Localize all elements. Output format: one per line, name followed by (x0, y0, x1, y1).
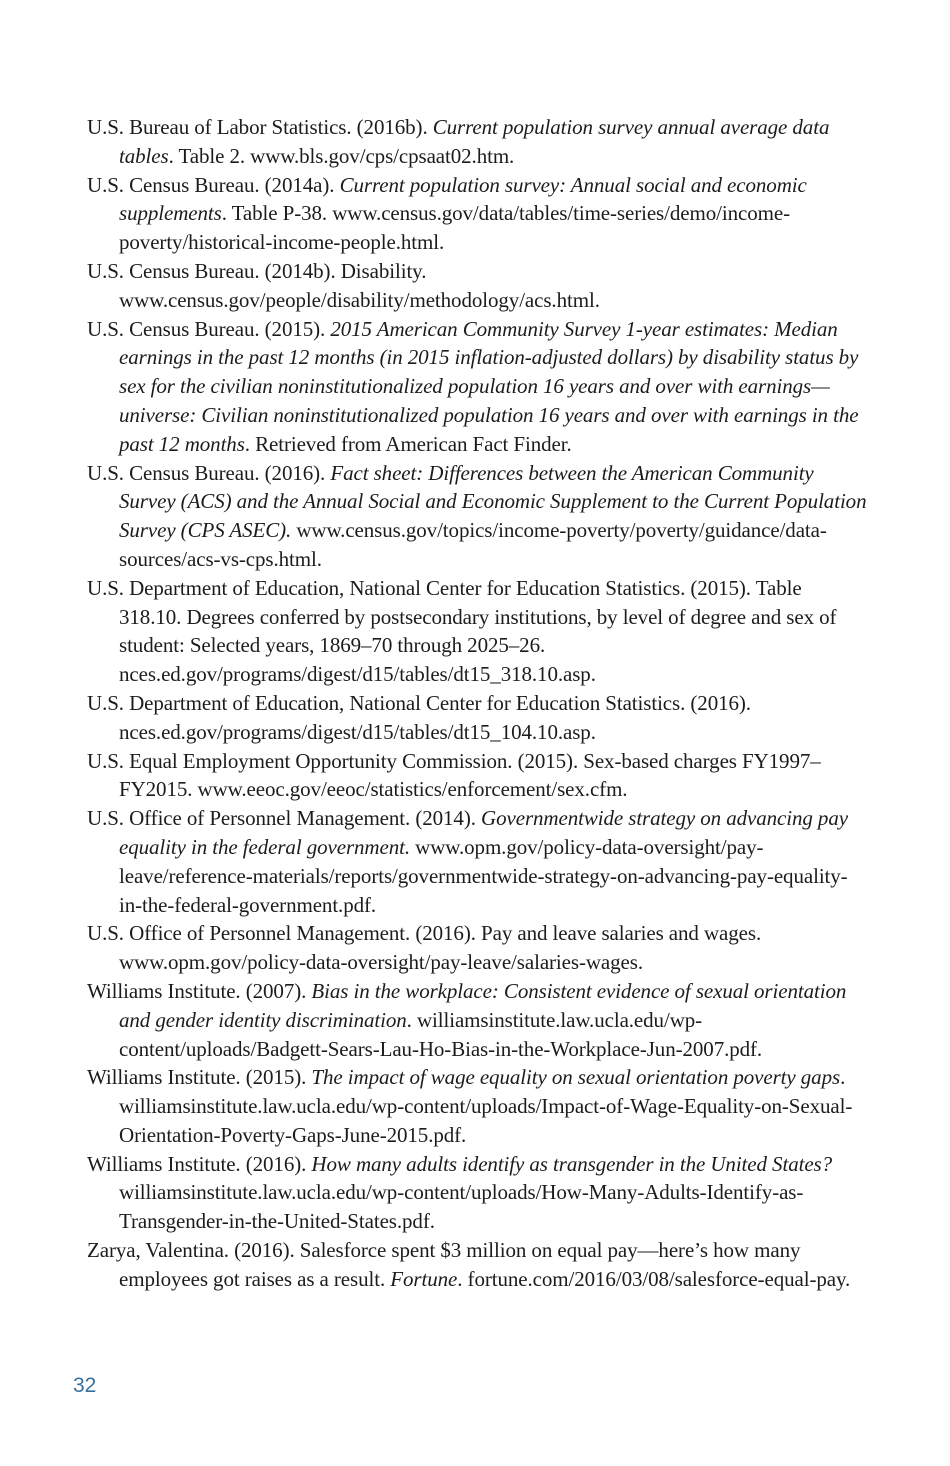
reference-entry (87, 977, 867, 1063)
reference-lead: Williams Institute. (2016). (87, 1151, 312, 1176)
reference-entry (87, 804, 867, 919)
reference-lead: Zarya, Valentina. (2016). Salesforce spent $3 million on equal pay—here’s how many employees got raises as a result. (87, 1238, 801, 1291)
reference-title: The impact of wage equality on sexual orientation poverty gaps (311, 1065, 841, 1090)
reference-title: Fact sheet: Differences between the American Community Survey (ACS) and the Annual Social and Economic Supplement to the Current Population Survey (CPS ASEC). (119, 460, 867, 543)
reference-title: Current population survey annual average data tables (119, 115, 830, 168)
reference-tail: www.opm.gov/policy-data-oversight/pay-leave/reference-materials/reports/governmentwide-strategy-on-advancing-pay-equality-in-the-federal-government.pdf. (119, 834, 848, 917)
reference-entry (87, 1063, 867, 1149)
reference-tail: www.census.gov/topics/income-poverty/poverty/guidance/data-sources/acs-vs-cps.html. (119, 518, 827, 571)
reference-title: How many adults identify as transgender in the United States? (311, 1151, 833, 1176)
reference-title: 2015 American Community Survey 1-year estimates: Median earnings in the past 12 months (in 2015 inflation-adjusted dollars) by disability status by sex for the civilian noninstitutionalized population 16 years and over with earnings—universe: Civilian noninstitutionalized population 16 years and over with earnings in the past 12 months (119, 316, 859, 456)
reference-lead: U.S. Department of Education, National Center for Education Statistics. (2016). nces.ed.gov/programs/digest/d15/tables/dt15_104.10.asp. (87, 690, 751, 744)
reference-entry (87, 1150, 867, 1236)
reference-tail: williamsinstitute.law.ucla.edu/wp-content/uploads/How-Many-Adults-Identify-as-Transgender-in-the-United-States.pdf. (119, 1180, 804, 1234)
reference-lead: Williams Institute. (2015). (87, 1065, 312, 1090)
reference-list (87, 113, 867, 1294)
reference-tail: . fortune.com/2016/03/08/salesforce-equal-pay. (457, 1266, 851, 1291)
reference-entry (87, 919, 867, 977)
reference-entry (87, 689, 867, 747)
reference-entry (87, 315, 867, 459)
reference-lead: U.S. Office of Personnel Management. (2016). Pay and leave salaries and wages. www.opm.gov/policy-data-oversight/pay-leave/salaries-wages. (87, 921, 762, 975)
reference-tail: . williamsinstitute.law.ucla.edu/wp-content/uploads/Impact-of-Wage-Equality-on-Sexual-Orientation-Poverty-Gaps-June-2015.pdf. (119, 1065, 853, 1147)
reference-entry (87, 459, 867, 574)
reference-tail: . williamsinstitute.law.ucla.edu/wp-content/uploads/Badgett-Sears-Lau-Ho-Bias-in-the-Workplace-Jun-2007.pdf. (119, 1007, 763, 1061)
reference-lead: U.S. Census Bureau. (2014a). (87, 172, 340, 197)
reference-title: Bias in the workplace: Consistent evidence of sexual orientation and gender identity discrimination (119, 978, 847, 1032)
reference-lead: Williams Institute. (2007). (87, 978, 312, 1003)
reference-lead: U.S. Census Bureau. (2016). (87, 460, 331, 485)
reference-entry (87, 747, 867, 805)
reference-lead: U.S. Bureau of Labor Statistics. (2016b). (87, 115, 433, 139)
reference-lead: U.S. Department of Education, National Center for Education Statistics. (2015). Table 318.10. Degrees conferred by postsecondary institutions, by level of degree and sex of student: Selected years, 1869–70 through 2025–26. nces.ed.gov/programs/digest/d15/tables/dt15_318.10.asp. (87, 575, 837, 687)
reference-lead: U.S. Census Bureau. (2014b). Disability. www.census.gov/people/disability/methodology/acs.html. (87, 258, 600, 312)
reference-tail: . Table 2. www.bls.gov/cps/cpsaat02.htm. (168, 143, 515, 168)
reference-entry (87, 257, 867, 315)
page-number: 32 (73, 1374, 97, 1397)
reference-tail: . Table P-38. www.census.gov/data/tables/time-series/demo/income-poverty/historical-income-people.html. (119, 201, 790, 255)
reference-entry (87, 113, 867, 171)
reference-entry (87, 171, 867, 257)
reference-title: Fortune (390, 1266, 458, 1291)
reference-tail: . Retrieved from American Fact Finder. (244, 431, 572, 456)
reference-lead: U.S. Office of Personnel Management. (2014). (87, 806, 482, 831)
reference-entry (87, 1236, 867, 1294)
reference-title: Current population survey: Annual social and economic supplements (119, 172, 807, 226)
reference-lead: U.S. Equal Employment Opportunity Commission. (2015). Sex-based charges FY1997–FY2015. www.eeoc.gov/eeoc/statistics/enforcement/sex.cfm. (87, 748, 821, 802)
reference-lead: U.S. Census Bureau. (2015). (87, 316, 331, 341)
reference-title: Governmentwide strategy on advancing pay equality in the federal government. (119, 806, 848, 859)
reference-entry (87, 574, 867, 689)
